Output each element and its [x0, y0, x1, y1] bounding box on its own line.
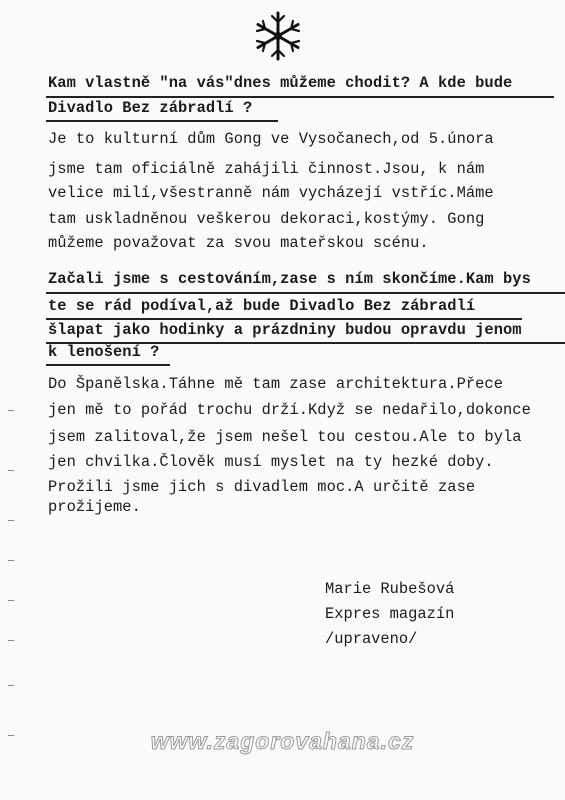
- answer2-line-3: jsem zalitoval,že jsem nešel tou cestou.Ale to byla: [48, 428, 522, 446]
- answer1-line-4: tam uskladněnou veškerou dekoraci,kostýmy. Gong: [48, 210, 485, 228]
- margin-mark: [8, 735, 14, 736]
- source-publication: Expres magazín: [325, 605, 455, 623]
- snowflake-icon: [252, 10, 304, 62]
- margin-mark: [8, 600, 14, 601]
- underline: [46, 292, 565, 294]
- answer2-line-5: Prožili jsme jich s divadlem moc.A určitě zase: [48, 478, 476, 496]
- watermark: www.zagorovahana.cz: [150, 728, 415, 754]
- question2-line-3: šlapat jako hodinky a prázdniny budou opravdu jenom: [48, 321, 522, 339]
- question1-line-1: Kam vlastně "na vás"dnes můžeme chodit? A kde bude: [48, 74, 513, 92]
- margin-mark: [8, 520, 14, 521]
- author-name: Marie Rubešová: [325, 580, 455, 598]
- answer2-line-1: Do Španělska.Táhne mě tam zase architektura.Přece: [48, 375, 504, 393]
- underline: [46, 120, 278, 122]
- margin-mark: [8, 560, 14, 561]
- question1-line-2: Divadlo Bez zábradlí ?: [48, 99, 253, 117]
- answer2-line-2: jen mě to pořád trochu drží.Když se nedařilo,dokonce: [48, 401, 531, 419]
- answer1-line-3: velice milí,všestranně nám vycházejí vstříc.Máme: [48, 184, 494, 202]
- underline: [46, 96, 554, 98]
- edit-note: /upraveno/: [325, 630, 418, 648]
- margin-mark: [8, 470, 14, 471]
- answer1-line-1: Je to kulturní dům Gong ve Vysočanech,od 5.února: [48, 130, 494, 148]
- question2-line-1: Začali jsme s cestováním,zase s ním skončíme.Kam bys: [48, 270, 531, 288]
- answer1-line-5: můžeme považovat za svou mateřskou scénu.: [48, 234, 429, 252]
- margin-mark: [8, 640, 14, 641]
- margin-mark: [8, 410, 14, 411]
- underline: [46, 318, 522, 320]
- question2-line-4: k lenošení ?: [48, 343, 160, 361]
- answer2-line-4: jen chvilka.Člověk musí myslet na ty hezké doby.: [48, 453, 494, 471]
- margin-mark: [8, 685, 14, 686]
- underline: [46, 364, 170, 366]
- answer1-line-2: jsme tam oficiálně zahájili činnost.Jsou, k nám: [48, 160, 485, 178]
- answer2-line-6: prožijeme.: [48, 498, 141, 516]
- question2-line-2: te se rád podíval,až bude Divadlo Bez zábradlí: [48, 297, 476, 315]
